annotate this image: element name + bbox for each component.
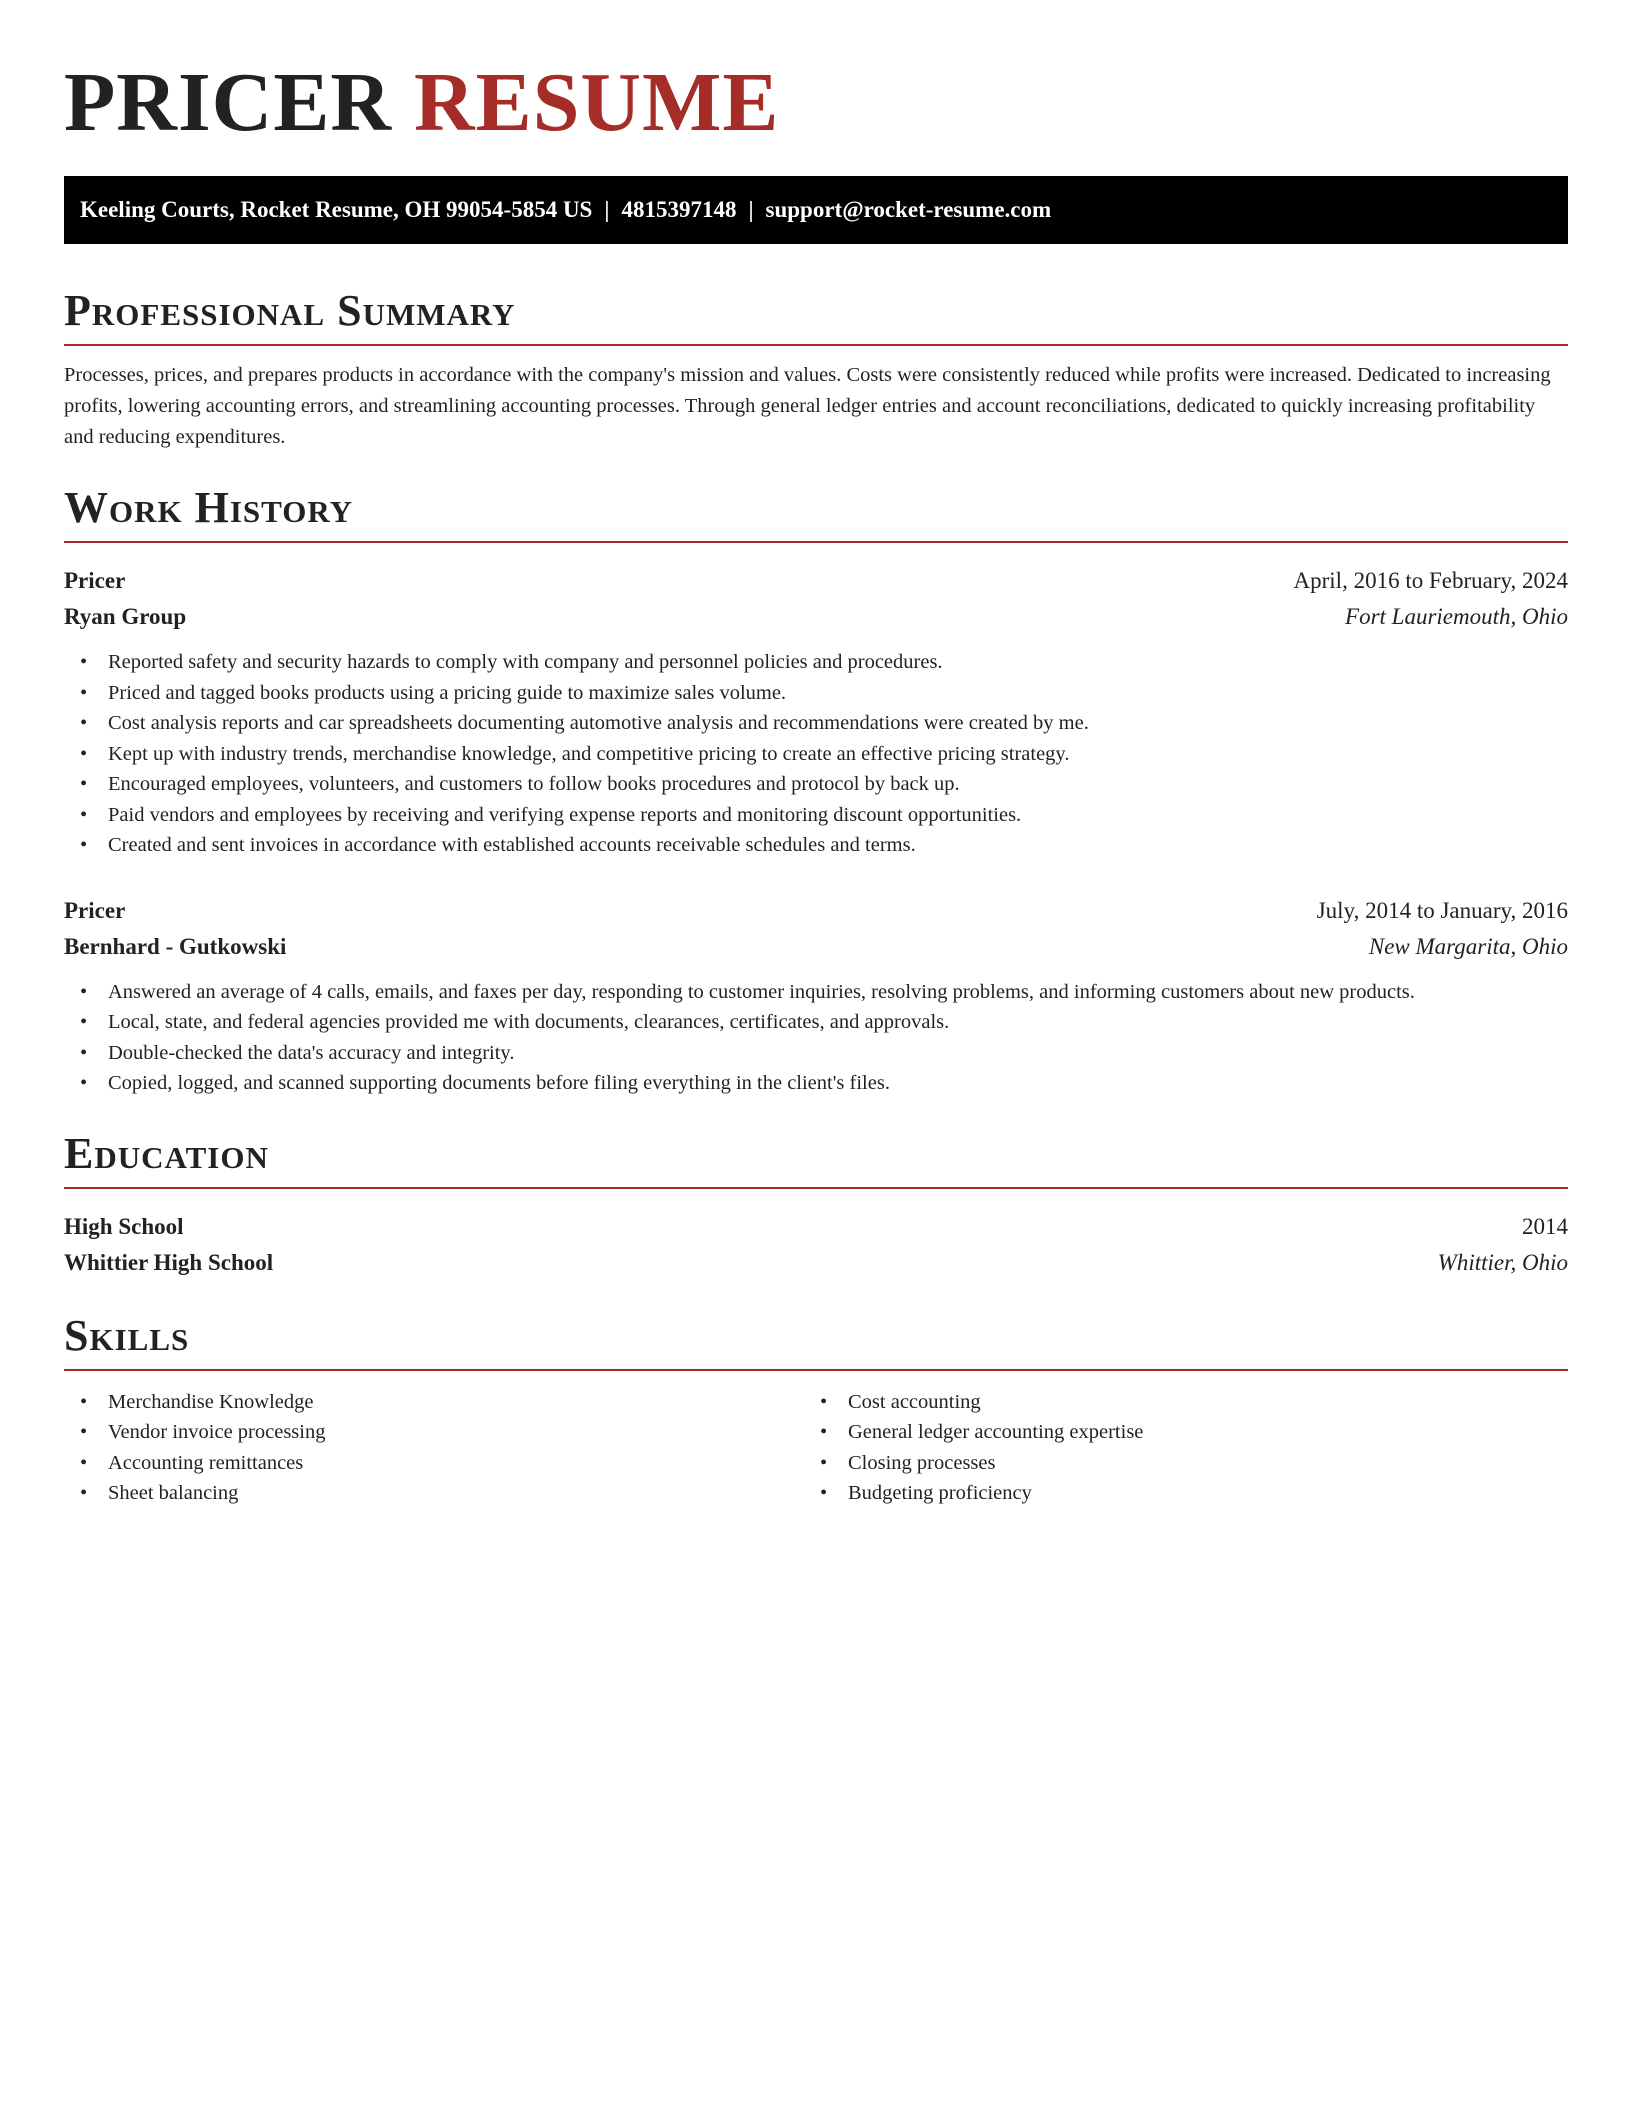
job-duty: • Copied, logged, and scanned supporting documents before filing everything in the client's files. <box>64 1068 1568 1099</box>
skills-column-left <box>64 1387 804 1509</box>
skills-heading: Skills <box>64 1311 1568 1371</box>
contact-email: support@rocket-resume.com <box>765 197 1052 222</box>
skill-item: • Cost accounting <box>804 1387 1544 1418</box>
education-year: 2014 <box>1522 1213 1568 1239</box>
skill-item: • Merchandise Knowledge <box>64 1387 804 1418</box>
skill-item: • Sheet balancing <box>64 1478 804 1509</box>
skill-item: • Closing processes <box>804 1448 1544 1479</box>
job-duty: • Double-checked the data's accuracy and integrity. <box>64 1038 1568 1069</box>
job-title: Pricer <box>64 568 126 593</box>
job-location: Fort Lauriemouth, Ohio <box>1345 604 1568 629</box>
job-location: New Margarita, Ohio <box>1368 933 1568 959</box>
contact-phone: 4815397148 <box>621 197 737 222</box>
job-company: Ryan Group <box>64 604 187 629</box>
education-heading: Education <box>64 1129 1568 1189</box>
education-school-row <box>64 1245 1568 1281</box>
skill-item: • General ledger accounting expertise <box>804 1417 1544 1448</box>
education-degree: High School <box>64 1213 184 1239</box>
skills-section <box>64 1311 1568 1509</box>
title-first-word: PRICER <box>64 56 393 149</box>
job-duty: • Kept up with industry trends, merchandise knowledge, and competitive pricing to create an effective pricing strategy. <box>64 739 1568 770</box>
job-duty: • Reported safety and security hazards to comply with company and personnel policies and procedures. <box>64 647 1568 678</box>
job-dates: July, 2014 to January, 2016 <box>1316 897 1568 923</box>
work-history-section <box>64 483 1568 1099</box>
skills-list <box>64 1387 804 1509</box>
job-title: Pricer <box>64 897 126 923</box>
contact-separator: | <box>604 197 610 222</box>
job-duties-list <box>64 647 1568 861</box>
skill-item: • Accounting remittances <box>64 1448 804 1479</box>
education-location: Whittier, Ohio <box>1437 1249 1568 1275</box>
contact-bar <box>64 176 1568 244</box>
skills-column-right <box>804 1387 1544 1509</box>
job-duty: • Paid vendors and employees by receiving and verifying expense reports and monitoring discount opportunities. <box>64 800 1568 831</box>
job-duty: • Encouraged employees, volunteers, and customers to follow books procedures and protocol by back up. <box>64 769 1568 800</box>
education-degree-row <box>64 1209 1568 1245</box>
contact-separator: | <box>748 197 754 222</box>
resume-title <box>64 0 1568 150</box>
job-duties-list <box>64 977 1568 1099</box>
job-company-row <box>64 929 1568 965</box>
skill-item: • Vendor invoice processing <box>64 1417 804 1448</box>
job-duty: • Cost analysis reports and car spreadsheets documenting automotive analysis and recommendations were created by me. <box>64 708 1568 739</box>
skills-list <box>804 1387 1544 1509</box>
job-entry <box>64 893 1568 1099</box>
job-title-row <box>64 893 1568 929</box>
skill-item: • Budgeting proficiency <box>804 1478 1544 1509</box>
job-company: Bernhard - Gutkowski <box>64 933 287 959</box>
education-school: Whittier High School <box>64 1249 274 1275</box>
title-second-word: RESUME <box>414 56 780 149</box>
job-duty: • Local, state, and federal agencies provided me with documents, clearances, certificates, and approvals. <box>64 1007 1568 1038</box>
summary-text: Processes, prices, and prepares products in accordance with the company's mission and values. Costs were consistently reduced while profits were increased. Dedicated to increasing profits, lowering accounting errors, and streamlining accounting processes. Through general ledger entries and account reconciliations, dedicated to quickly increasing profitability and reducing expenditures. <box>64 364 1551 448</box>
education-section <box>64 1129 1568 1281</box>
summary-section <box>64 286 1568 453</box>
job-duty: • Answered an average of 4 calls, emails, and faxes per day, responding to customer inquiries, resolving problems, and informing customers about new products. <box>64 977 1568 1008</box>
job-dates: April, 2016 to February, 2024 <box>1293 568 1568 593</box>
contact-address: Keeling Courts, Rocket Resume, OH 99054-5854 US <box>80 197 593 222</box>
education-entry <box>64 1209 1568 1281</box>
job-duty: • Priced and tagged books products using a pricing guide to maximize sales volume. <box>64 678 1568 709</box>
job-title-row <box>64 563 1568 599</box>
summary-heading: Professional Summary <box>64 286 1568 346</box>
job-company-row <box>64 599 1568 635</box>
skills-columns <box>64 1387 1568 1509</box>
job-duty: • Created and sent invoices in accordance with established accounts receivable schedules and terms. <box>64 830 1568 861</box>
resume-page <box>64 0 1568 1509</box>
work-history-heading: Work History <box>64 483 1568 543</box>
job-entry <box>64 563 1568 861</box>
